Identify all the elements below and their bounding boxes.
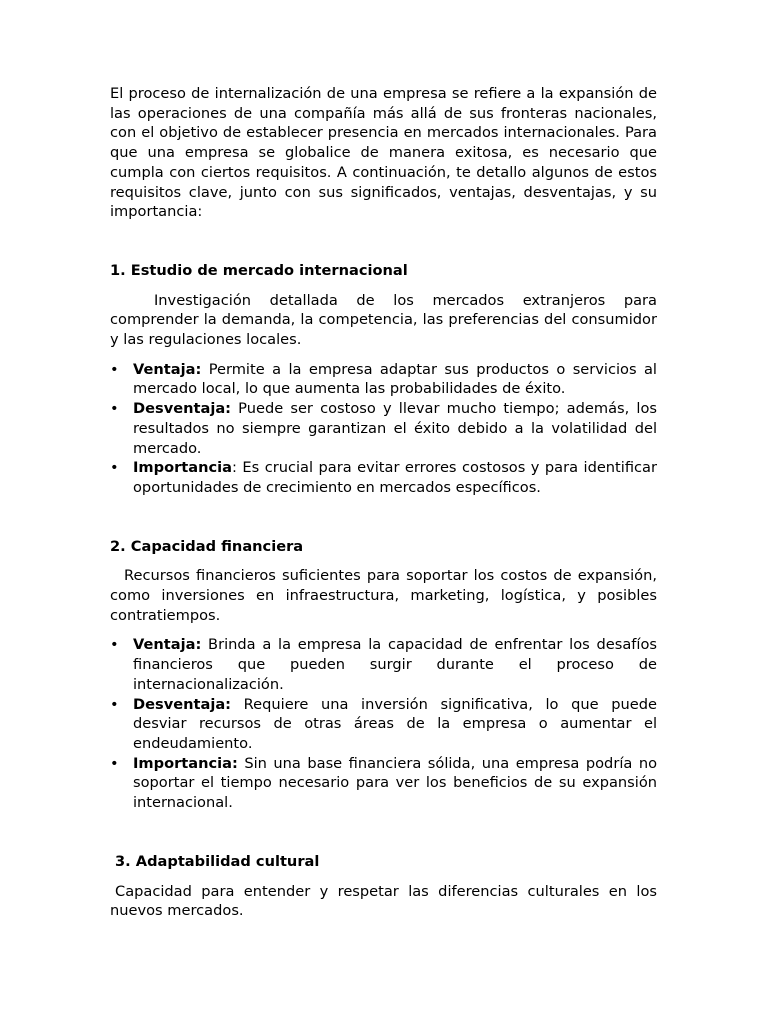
- section-description: Recursos financieros suficientes para soportar los costos de expansión, como inversiones en infraestructura, marketing, logística, y posibles contratiempos.: [110, 567, 657, 624]
- bullet-list: [110, 360, 657, 498]
- section-description: Investigación detallada de los mercados extranjeros para comprender la demanda, la competencia, las preferencias del consumidor y las regulaciones locales.: [110, 291, 657, 349]
- bullet-icon: •: [110, 459, 119, 477]
- section-estudio-mercado: [110, 261, 657, 498]
- intro-paragraph: El proceso de internalización de una empresa se refiere a la expansión de las operaciones de una compañía más allá de sus fronteras nacionales, con el objetivo de establecer presencia en mercados internacionales. Para que una empresa se globalice de manera exitosa, es necesario que cumpla con ciertos requisitos. A continuación, te detallo algunos de estos requisitos clave, junto con sus significados, ventajas, desventajas, y su importancia:: [110, 85, 657, 221]
- section-heading: 2. Capacidad financiera: [110, 537, 304, 555]
- item-label: Importancia:: [133, 754, 238, 772]
- bullet-icon: •: [110, 400, 119, 418]
- item-text: Brinda a la empresa la capacidad de enfrentar los desafíos financieros que pueden surgir durante el proceso de internacionalización.: [133, 636, 657, 693]
- item-label: Desventaja:: [133, 695, 232, 713]
- bullet-icon: •: [110, 360, 119, 378]
- item-text: Sin una base financiera sólida, una empresa podría no soportar el tiempo necesario para ver los beneficios de su expansión internacional.: [133, 754, 657, 812]
- item-text: : Es crucial para evitar errores costosos y para identificar oportunidades de crecimiento en mercados específicos.: [133, 459, 657, 496]
- document-page: [110, 84, 657, 960]
- section-capacidad-financiera: [110, 537, 657, 813]
- item-label: Desventaja:: [133, 400, 232, 418]
- list-item: [110, 635, 657, 694]
- section-heading: 1. Estudio de mercado internacional: [110, 261, 408, 279]
- bullet-list: [110, 635, 657, 812]
- item-label: Ventaja:: [133, 636, 202, 654]
- item-text: Requiere una inversión significativa, lo que puede desviar recursos de otras áreas de la empresa o aumentar el endeudamiento.: [133, 695, 657, 752]
- list-item: [110, 754, 657, 813]
- list-item: [110, 399, 657, 458]
- section-adaptabilidad-cultural: [110, 852, 657, 921]
- bullet-icon: •: [110, 636, 119, 654]
- item-label: Ventaja:: [133, 360, 202, 378]
- bullet-icon: •: [110, 754, 119, 772]
- item-text: Puede ser costoso y llevar mucho tiempo; además, los resultados no siempre garantizan el éxito debido a la volatilidad del mercado.: [133, 400, 657, 457]
- list-item: [110, 695, 657, 754]
- bullet-icon: •: [110, 695, 119, 713]
- list-item: [110, 458, 657, 497]
- item-label: Importancia: [133, 459, 233, 477]
- section-heading: 3. Adaptabilidad cultural: [115, 852, 320, 870]
- list-item: [110, 360, 657, 399]
- section-description: Capacidad para entender y respetar las diferencias culturales en los nuevos mercados.: [110, 882, 657, 920]
- item-text: Permite a la empresa adaptar sus productos o servicios al mercado local, lo que aumenta las probabilidades de éxito.: [133, 360, 657, 398]
